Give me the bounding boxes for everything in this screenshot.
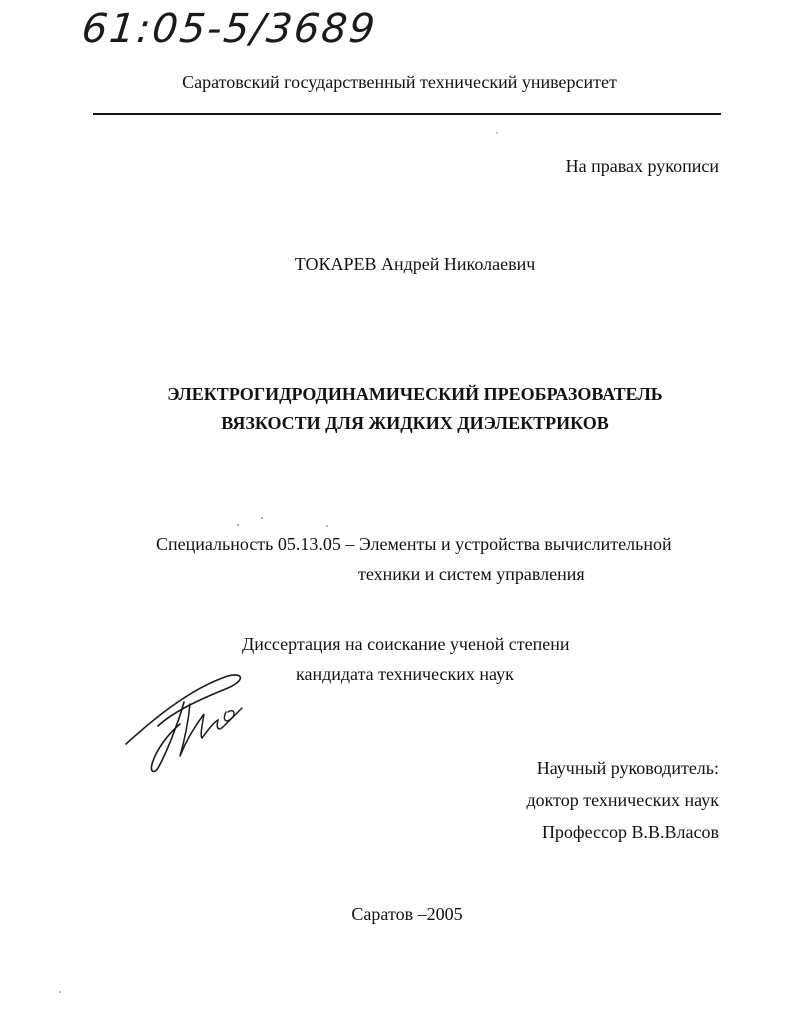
title-line-1: ЭЛЕКТРОГИДРОДИНАМИЧЕСКИЙ ПРЕОБРАЗОВАТЕЛЬ bbox=[167, 384, 663, 404]
specialty-line-2: техники и систем управления bbox=[358, 564, 585, 584]
dissertation-title bbox=[0, 380, 799, 438]
title-line-2: ВЯЗКОСТИ ДЛЯ ЖИДКИХ ДИЭЛЕКТРИКОВ bbox=[221, 413, 609, 433]
author-name: ТОКАРЕВ Андрей Николаевич bbox=[294, 254, 536, 274]
dissertation-degree-line-2: кандидата технических наук bbox=[296, 664, 514, 684]
supervisor-degree: доктор технических наук bbox=[526, 790, 719, 810]
manuscript-note: На правах рукописи bbox=[565, 156, 719, 176]
author-signature bbox=[118, 664, 268, 784]
place-and-year: Саратов –2005 bbox=[351, 904, 463, 924]
dissertation-degree-line-1: Диссертация на соискание ученой степени bbox=[242, 634, 570, 654]
supervisor-block bbox=[527, 752, 720, 848]
header-divider bbox=[93, 113, 721, 115]
specialty-line-1: Специальность 05.13.05 – Элементы и устройства вычислительной bbox=[156, 534, 672, 554]
supervisor-label: Научный руководитель: bbox=[536, 758, 719, 778]
supervisor-name: Профессор В.В.Власов bbox=[541, 822, 719, 842]
archive-code-handwritten: 61:05-5/3689 bbox=[79, 6, 379, 52]
university-name: Саратовский государственный технический университет bbox=[182, 72, 617, 92]
